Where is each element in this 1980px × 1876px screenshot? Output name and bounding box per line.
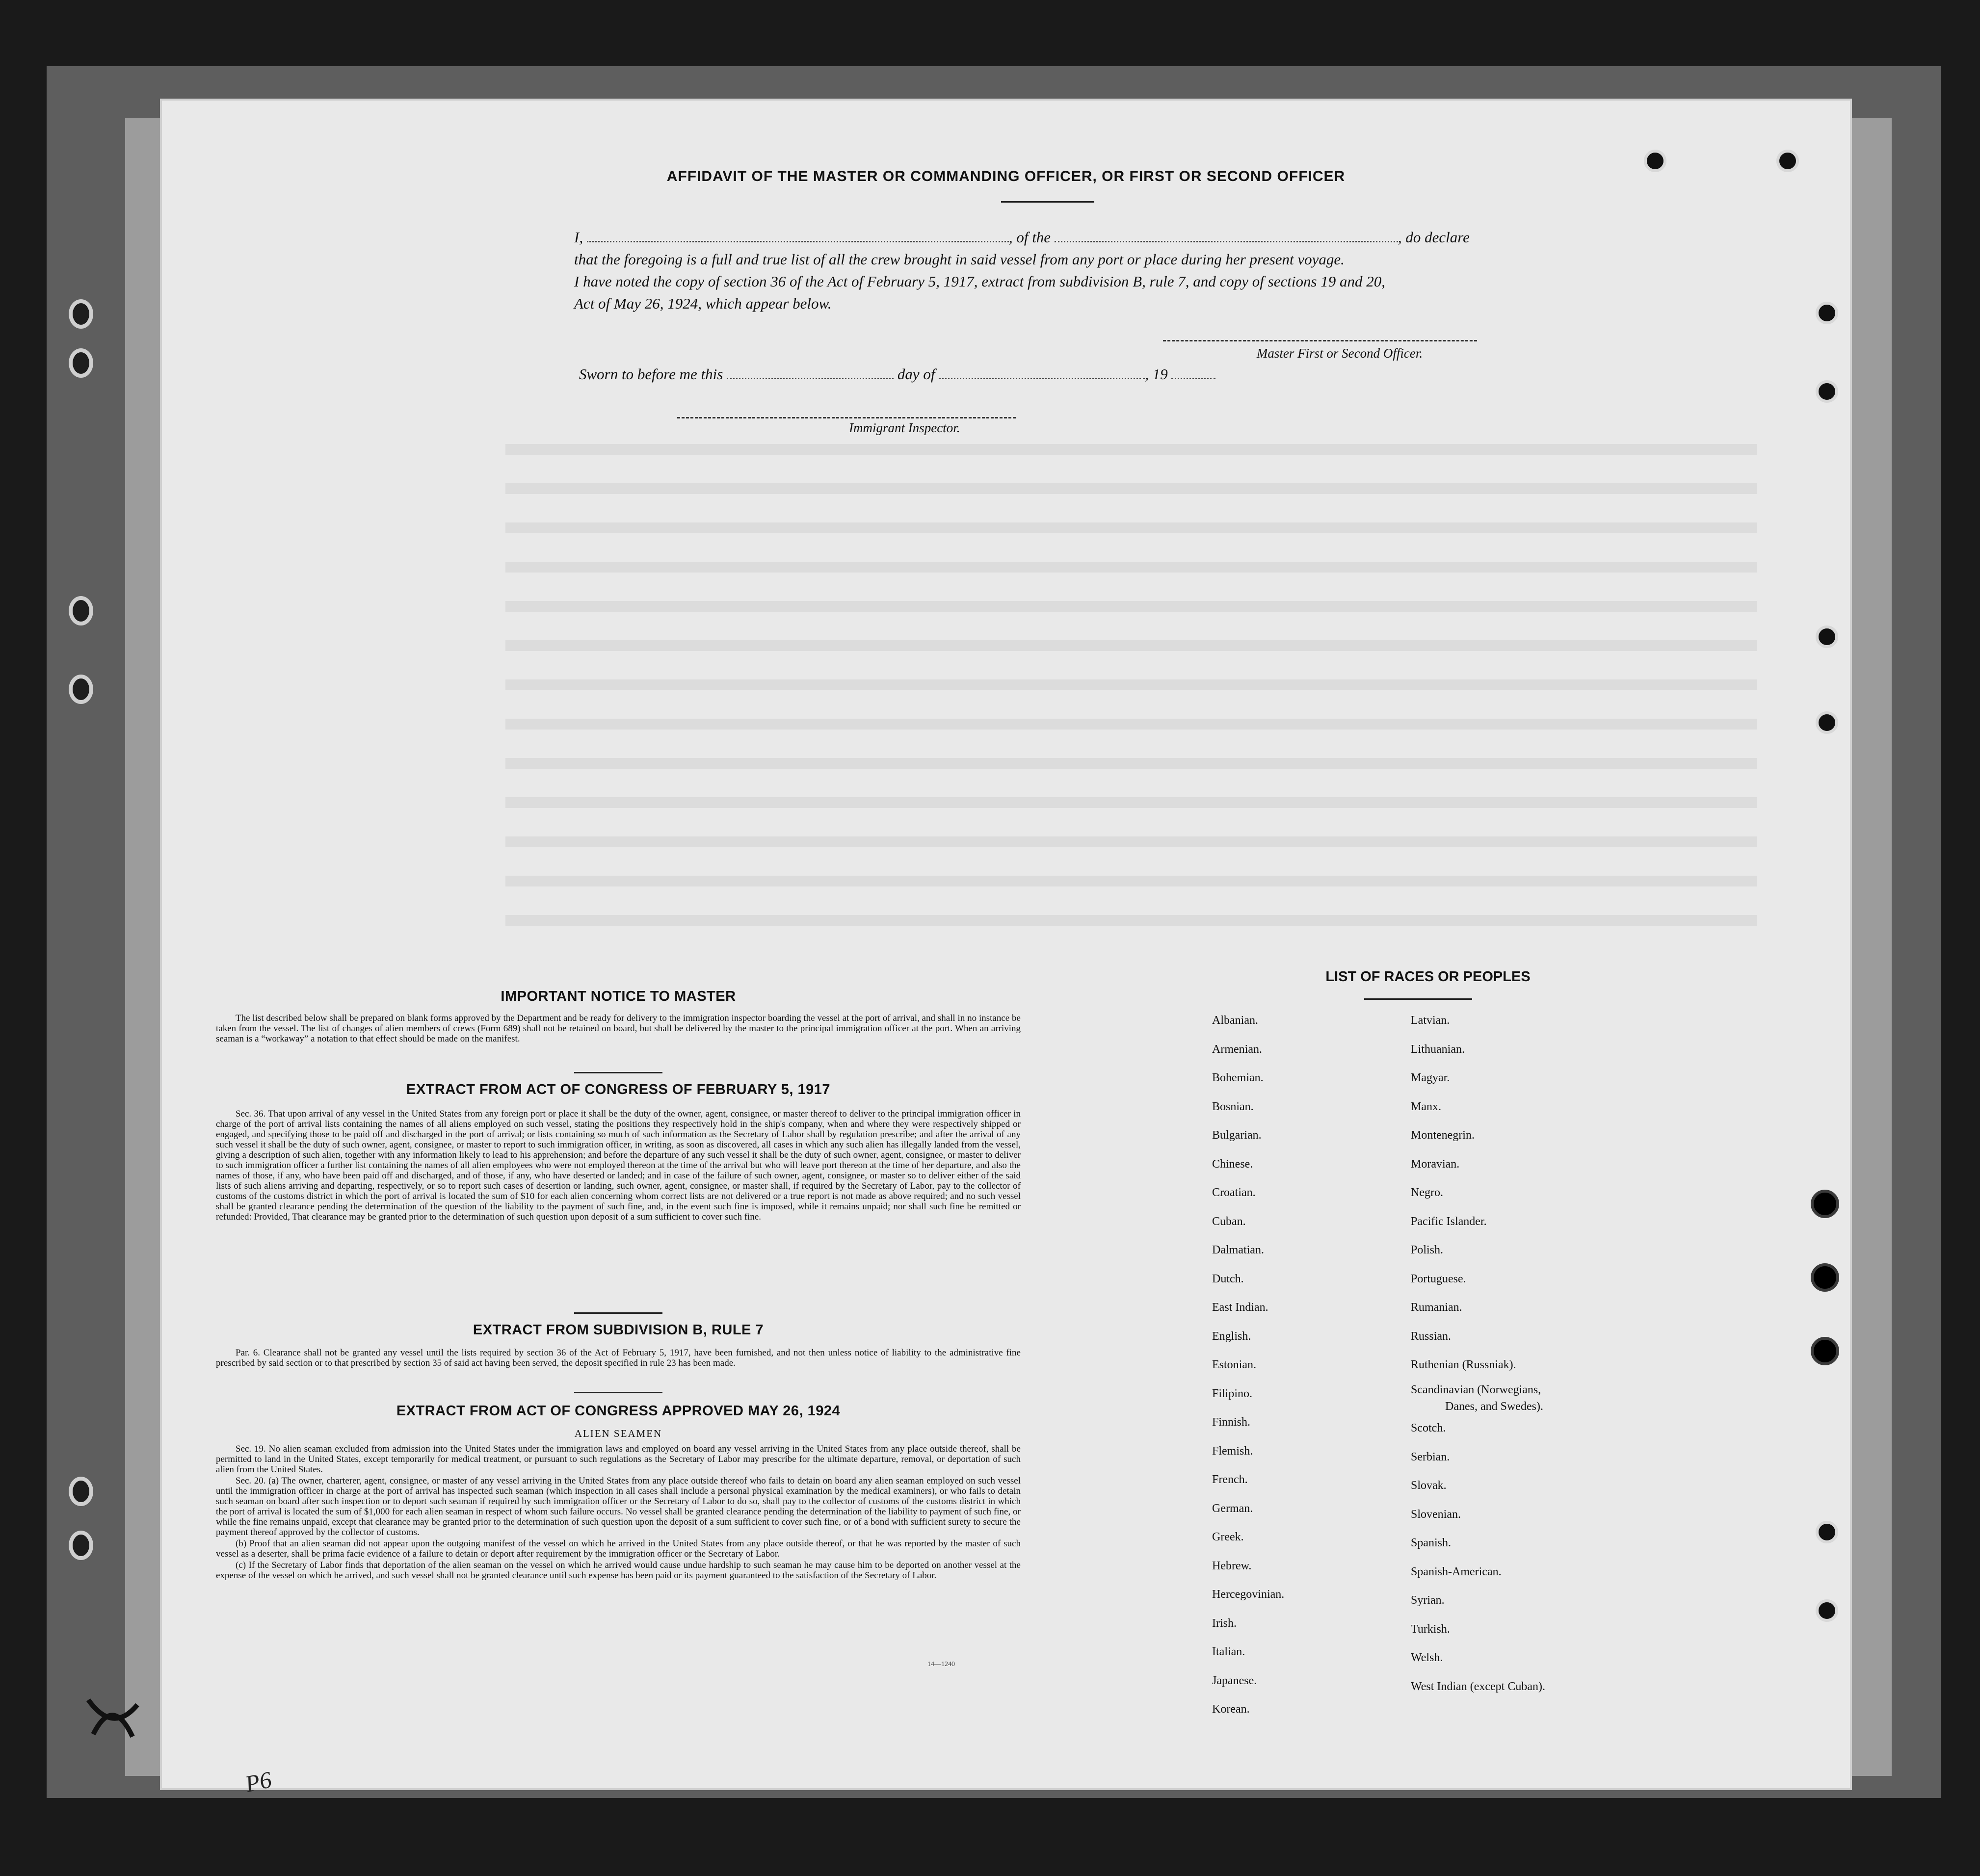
race-item: Korean. — [1212, 1703, 1250, 1716]
ghost-row — [505, 836, 1757, 847]
section-20c-text: (c) If the Secretary of Labor finds that deportation of the alien seaman on the vessel on which he arrived would cause undue hardship to such seaman he may cause him to be deported on another vessel at the expense of the vessel on which he arrived, and such vessel shall not be granted clearance until such expense has been paid or its payment guaranteed to the satisfaction of the Secretary of Labor. — [216, 1560, 1021, 1581]
paragraph-6-text: Par. 6. Clearance shall not be granted any vessel until the lists required by section 36 of the Act of February 5, 1917, have been furnished, and not then unless notice of liability to the administrative fine prescribed by said section or to that prescribed by section 35 of said act having been served, the deposit specified in rule 23 has been made. — [216, 1348, 1021, 1368]
act-1924-title: EXTRACT FROM ACT OF CONGRESS APPROVED MAY 26, 1924 — [396, 1403, 841, 1419]
race-item: Japanese. — [1212, 1674, 1257, 1687]
race-item: Croatian. — [1212, 1186, 1256, 1199]
ghost-row — [505, 562, 1757, 573]
race-item: Latvian. — [1411, 1014, 1450, 1027]
notice-text: The list described below shall be prepared on blank forms approved by the Department and be ready for delivery to the immigration inspector boarding the vessel at the port of arrival, and shall in no instance be taken from the vessel. The list of changes of alien members of crews (Form 689) shall not be retained on board, but shall be delivered by the master to the principal immigration officer at the port. When an arriving seaman is a “workaway” a notation to that effect should be made on the manifest. — [216, 1013, 1021, 1044]
race-item: Hercegovinian. — [1212, 1588, 1285, 1601]
ghost-row — [505, 758, 1757, 769]
affidavit-i: I, — [574, 229, 583, 246]
race-item: Portuguese. — [1411, 1272, 1466, 1285]
races-title: LIST OF RACES OR PEOPLES — [1325, 969, 1531, 985]
affidavit-line-3: I have noted the copy of section 36 of the Act of February 5, 1917, extract from subdivision B, rule 7, and copy of sections 19 and 20, — [574, 273, 1386, 290]
race-item: Negro. — [1411, 1186, 1443, 1199]
section-20a-text: Sec. 20. (a) The owner, charterer, agent, consignee, or master of any vessel arriving in the United States from any place outside thereof who fails to detain on board any alien seaman employed on such vessel until the immigration officer in charge at the port of arrival has inspected such seaman (which inspection in all cases shall include a personal physical examination by the medical examiners), or who fails to detain such seaman on board after such inspection or to deport such seaman if required by such immigration officer or the Secretary of Labor to do so, shall pay to the collector of customs of the customs district in which the port of arrival is located the sum of $1,000 for each alien seaman in respect of whom such failure occurs. No vessel shall be granted clearance pending the determination of the liability to payment of such fine, or while the fine remains unpaid, except that clearance may be granted prior to the determination of such question upon the deposit of a sum sufficient to cover such fine, or of a bond with sufficient surety to secure the payment thereof approved by the collector of customs. — [216, 1476, 1021, 1537]
ghost-row — [505, 915, 1757, 926]
race-item: Russian. — [1411, 1329, 1452, 1343]
handwritten-scrawl — [83, 1690, 142, 1744]
master-name-blank[interactable] — [587, 232, 1009, 242]
race-item: Greek. — [1212, 1531, 1244, 1543]
binder-hole — [69, 348, 93, 378]
binder-hole — [69, 1531, 93, 1560]
race-item: Scotch. — [1411, 1422, 1446, 1434]
affidavit-page — [162, 101, 1850, 1798]
race-item: Danes, and Swedes). — [1445, 1400, 1543, 1413]
race-item: Bohemian. — [1212, 1071, 1264, 1084]
section-19-text: Sec. 19. No alien seaman excluded from admission into the United States under the immigration laws and employed on board any vessel arriving in the United States from any place outside thereof, shall be permitted to land in the United States, except temporarily for medical treatment, or pursuant to such regulations as the Secretary of Labor may prescribe for the ultimate departure, removal, or deportation of such alien from the United States. — [216, 1444, 1021, 1475]
binder-hole — [69, 299, 93, 329]
race-item: Magyar. — [1411, 1071, 1450, 1084]
rule-7-title: EXTRACT FROM SUBDIVISION B, RULE 7 — [473, 1322, 764, 1338]
punch-hole — [1816, 1521, 1838, 1543]
section-36-text: Sec. 36. That upon arrival of any vessel in the United States from any foreign port or place it shall be the duty of the owner, agent, consignee, or master thereof to deliver to the principal immigration officer in charge of the port of arrival lists containing the names of all aliens employed on such vessel, stating the positions they respectively hold in the ship's company, when and where they were respectively shipped or engaged, and specifying those to be paid off and discharged in the port of arrival; or lists containing so much of such information as the Secretary of Labor shall by regulation prescribe; and after the arrival of any such vessel it shall be the duty of such owner, agent, consignee, or master to report to such immigration officer, in writing, as soon as discovered, all cases in which any such alien has illegally landed from the vessel, giving a description of such alien, together with any information likely to lead to his apprehension; and before the departure of any such vessel it shall be the duty of such owner, agent, consignee, or master to deliver to such immigration officer a further list containing the names of all alien employees who were not employed thereon at the time of the arrival but who will leave port thereon at the time of her departure, and also the names of those, if any, who have been paid off and discharged, and of those, if any, who have deserted or landed; and in case of the failure of such owner, agent, consignee, or master so to deliver either of the said lists of such aliens arriving and departing, respectively, or so to report such cases of desertion or landing, such owner, agent, consignee, or master shall, if required by the Secretary of Labor, pay to the collector of customs of the customs district in which the port of arrival is located the sum of $10 for each alien concerning whom correct lists are not delivered or a true report is not made as above required; and no such vessel shall be granted clearance pending the determination of the question of the liability to the payment of such fine, and, in the event such fine is imposed, while it remains unpaid; nor shall such fine be remitted or refunded: Provided, That clearance may be granted prior to the determination of such question upon deposit of a sum sufficient to cover such fine. — [216, 1109, 1021, 1222]
master-signature-line[interactable] — [1163, 340, 1477, 341]
year-label: , 19 — [1145, 365, 1168, 383]
affidavit-line-1 — [574, 226, 1654, 249]
ghost-row — [505, 719, 1757, 730]
race-item: Polish. — [1411, 1244, 1444, 1256]
race-item: Serbian. — [1411, 1450, 1450, 1463]
race-item: Armenian. — [1212, 1042, 1262, 1056]
race-item: Manx. — [1411, 1100, 1441, 1113]
affidavit-line-2: that the foregoing is a full and true list of all the crew brought in said vessel from any port or place during her present voyage. — [574, 251, 1345, 268]
sworn-label: Sworn to before me this — [579, 365, 723, 383]
section-rule — [574, 1312, 662, 1314]
race-item: Albanian. — [1212, 1014, 1258, 1027]
race-item: Spanish-American. — [1411, 1565, 1502, 1578]
race-item: Chinese. — [1212, 1157, 1253, 1171]
sworn-day-blank[interactable] — [727, 369, 894, 379]
notice-body — [216, 1013, 1021, 1045]
race-item: Italian. — [1212, 1645, 1245, 1658]
race-item: Flemish. — [1212, 1444, 1253, 1458]
day-of-label: day of — [897, 365, 935, 383]
race-item: West Indian (except Cuban). — [1411, 1680, 1545, 1693]
act-1924-body — [216, 1444, 1021, 1582]
ghost-row — [505, 640, 1757, 651]
sworn-month-blank[interactable] — [939, 369, 1145, 379]
affidavit-line-4: Act of May 26, 1924, which appear below. — [574, 295, 832, 312]
race-item: Finnish. — [1212, 1416, 1251, 1429]
race-item: Scandinavian (Norwegians, — [1411, 1383, 1541, 1396]
race-item: French. — [1212, 1473, 1248, 1486]
race-item: Irish. — [1212, 1616, 1237, 1630]
binder-hole — [69, 596, 93, 625]
race-item: Moravian. — [1411, 1157, 1460, 1171]
ghost-row — [505, 483, 1757, 494]
race-item: Ruthenian (Russniak). — [1411, 1358, 1516, 1371]
ghost-row — [505, 876, 1757, 886]
race-item: Rumanian. — [1411, 1301, 1462, 1314]
section-20b-text: (b) Proof that an alien seaman did not appear upon the outgoing manifest of the vessel on which he arrived in the United States from any place outside thereof, or that he was reported by the master of such vessel as a deserter, shall be prima facie evidence of a failure to detain or deport after requirement by the immigration officer or the Secretary of Labor. — [216, 1538, 1021, 1559]
race-item: Spanish. — [1411, 1537, 1452, 1549]
sworn-line — [579, 365, 1215, 383]
section-rule — [574, 1072, 662, 1073]
race-item: Turkish. — [1411, 1622, 1450, 1636]
punch-hole — [1816, 625, 1838, 648]
master-signature-label: Master First or Second Officer. — [1256, 346, 1423, 361]
title-rule — [1001, 201, 1094, 203]
punch-hole — [1816, 302, 1838, 324]
race-item: Slovenian. — [1411, 1508, 1461, 1521]
sworn-year-blank[interactable] — [1171, 369, 1215, 379]
race-item: Lithuanian. — [1411, 1042, 1465, 1056]
punch-hole — [1811, 1337, 1839, 1365]
race-item: Bosnian. — [1212, 1100, 1254, 1113]
punch-hole — [1811, 1263, 1839, 1292]
binder-hole — [69, 1477, 93, 1506]
rule-7-body — [216, 1348, 1021, 1369]
handwritten-page-mark: P6 — [243, 1767, 274, 1798]
alien-seamen-subtitle: ALIEN SEAMEN — [574, 1428, 662, 1439]
punch-hole — [1816, 711, 1838, 734]
punch-hole — [1816, 380, 1838, 403]
punch-hole — [1811, 1190, 1839, 1218]
race-item: Estonian. — [1212, 1358, 1256, 1371]
affidavit-of-the: , of the — [1008, 229, 1051, 246]
inspector-signature-line[interactable] — [677, 417, 1016, 418]
race-item: Dutch. — [1212, 1272, 1244, 1285]
affidavit-do-declare: , do declare — [1398, 229, 1470, 246]
punch-hole — [1816, 1599, 1838, 1622]
ghost-row — [505, 601, 1757, 612]
race-item: Syrian. — [1411, 1594, 1445, 1607]
race-item: German. — [1212, 1502, 1253, 1515]
vessel-name-blank[interactable] — [1055, 232, 1398, 242]
act-1917-body — [216, 1109, 1021, 1223]
race-item: Dalmatian. — [1212, 1244, 1264, 1256]
affidavit-title: AFFIDAVIT OF THE MASTER OR COMMANDING OFFICER, OR FIRST OR SECOND OFFICER — [666, 168, 1346, 184]
section-rule — [574, 1392, 662, 1393]
ghost-row — [505, 679, 1757, 690]
race-item: Pacific Islander. — [1411, 1215, 1487, 1228]
race-item: Montenegrin. — [1411, 1129, 1475, 1142]
race-item: East Indian. — [1212, 1301, 1268, 1314]
inspector-label: Immigrant Inspector. — [849, 420, 960, 435]
act-1917-title: EXTRACT FROM ACT OF CONGRESS OF FEBRUARY 5, 1917 — [406, 1082, 831, 1097]
binder-hole — [69, 675, 93, 704]
races-rule — [1364, 998, 1472, 1000]
ghost-row — [505, 797, 1757, 808]
race-item: Slovak. — [1411, 1479, 1447, 1492]
race-item: Filipino. — [1212, 1387, 1253, 1400]
ghost-row — [505, 522, 1757, 533]
notice-title: IMPORTANT NOTICE TO MASTER — [501, 989, 736, 1004]
ghost-row — [505, 444, 1757, 455]
race-item: Cuban. — [1212, 1215, 1246, 1228]
race-item: Welsh. — [1411, 1651, 1443, 1664]
form-number: 14—1240 — [927, 1661, 955, 1668]
race-item: Bulgarian. — [1212, 1129, 1262, 1142]
race-item: English. — [1212, 1329, 1251, 1343]
race-item: Hebrew. — [1212, 1559, 1252, 1572]
